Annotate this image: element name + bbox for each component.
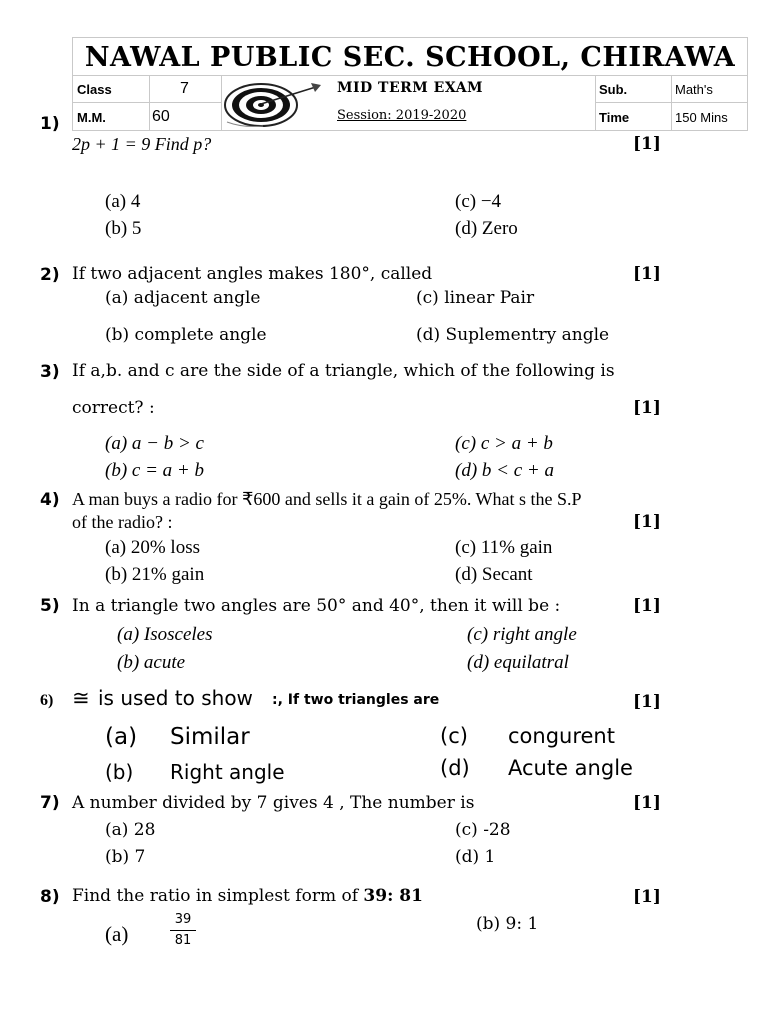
option-c: (c) right angle [467,624,577,645]
option-c-label: (c) [440,724,468,748]
option-a: (a) 20% loss [105,537,200,558]
option-b: (b) 7 [105,847,146,867]
fraction-denominator: 81 [174,933,192,948]
option-a: (a) a − b > c [105,433,204,454]
option-d: Acute angle [508,756,633,780]
option-a: (a) 4 [105,191,141,212]
question-marks: [1] [633,692,661,712]
option-c: (c) linear Pair [416,288,535,308]
question-number: 8) [40,887,60,907]
fraction-bar [170,930,196,931]
option-b-label: (b) [105,760,134,784]
question-text: A man buys a radio for ₹600 and sells it a gain of 25%. What s the S.P [72,489,582,509]
option-a: (a) Isosceles [117,624,213,645]
option-a-label: (a) [105,724,138,750]
mm-value: 60 [152,108,170,125]
question-text: In a triangle two angles are 50° and 40°, then it will be : [72,596,561,616]
session: Session: 2019-2020 [337,108,467,123]
question-marks: [1] [633,398,661,418]
question-text: A number divided by 7 gives 4 , The number is [72,793,475,813]
option-d: (d) b < c + a [455,460,554,481]
option-a: (a) adjacent angle [105,288,261,308]
time-label: Time [599,110,630,125]
header-divider [671,75,672,130]
option-b: (b) 9: 1 [476,914,539,934]
option-b: (b) c = a + b [105,460,204,481]
header-divider [73,102,221,103]
option-b: (b) acute [117,652,186,673]
question-text: If a,b. and c are the side of a triangle, which of the following is [72,361,615,381]
subject-label: Sub. [599,82,628,97]
option-d: (d) Secant [455,564,533,585]
question-text-continued: correct? : [72,398,155,418]
subject-value: Math's [675,82,713,97]
question-number: 4) [40,490,60,510]
option-d: (d) Zero [455,218,518,239]
option-b: (b) 21% gain [105,564,205,585]
question-marks: [1] [633,596,661,616]
question-text-continued: of the radio? : [72,512,173,532]
question-text [72,886,423,906]
question-text-continued: :, If two triangles are [272,692,440,708]
question-number: 5) [40,596,60,616]
time-value: 150 Mins [675,110,728,125]
question-text: is used to show [98,686,253,710]
option-b: (b) complete angle [105,325,267,345]
option-c: (c) -28 [455,820,511,840]
question-marks: [1] [633,134,661,154]
school-name: NAWAL PUBLIC SEC. SCHOOL, CHIRAWA [84,42,736,73]
option-d: (d) Suplementry angle [416,325,610,345]
exam-title: MID TERM EXAM [337,80,484,96]
option-a-fraction [170,912,196,949]
question-text: 2p + 1 = 9 Find p? [72,134,212,154]
question-text-main: Find the ratio in simplest form of [72,886,364,906]
question-number: 2) [40,265,60,285]
option-a: Similar [170,724,250,750]
ratio-value: 39: 81 [363,886,423,906]
question-marks: [1] [633,264,661,284]
option-a-label: (a) [105,922,129,946]
class-value: 7 [180,80,189,97]
class-label: Class [77,82,112,97]
option-c: (c) 11% gain [455,537,553,558]
question-number: 6) [40,692,54,709]
question-number: 3) [40,362,60,382]
question-marks: [1] [633,887,661,907]
option-d: (d) equilatral [467,652,569,673]
option-d-label: (d) [440,756,470,780]
option-b: (b) 5 [105,218,142,239]
question-number: 1) [40,114,60,134]
target-logo-icon [223,78,323,128]
question-marks: [1] [633,512,661,532]
question-number: 7) [40,793,60,813]
option-c: (c) −4 [455,191,502,212]
option-b: Right angle [170,760,285,784]
mm-label: M.M. [77,110,106,125]
option-c: (c) c > a + b [455,433,553,454]
question-marks: [1] [633,793,661,813]
congruence-symbol: ≅ [72,686,90,710]
question-text: If two adjacent angles makes 180°, called [72,264,433,284]
option-c: congurent [508,724,615,748]
header-divider [149,75,150,130]
header-divider [595,75,596,130]
header-divider [221,75,222,130]
header-divider [73,75,747,76]
option-a: (a) 28 [105,820,156,840]
fraction-numerator: 39 [174,912,192,927]
option-d: (d) 1 [455,847,496,867]
exam-header [72,37,748,131]
